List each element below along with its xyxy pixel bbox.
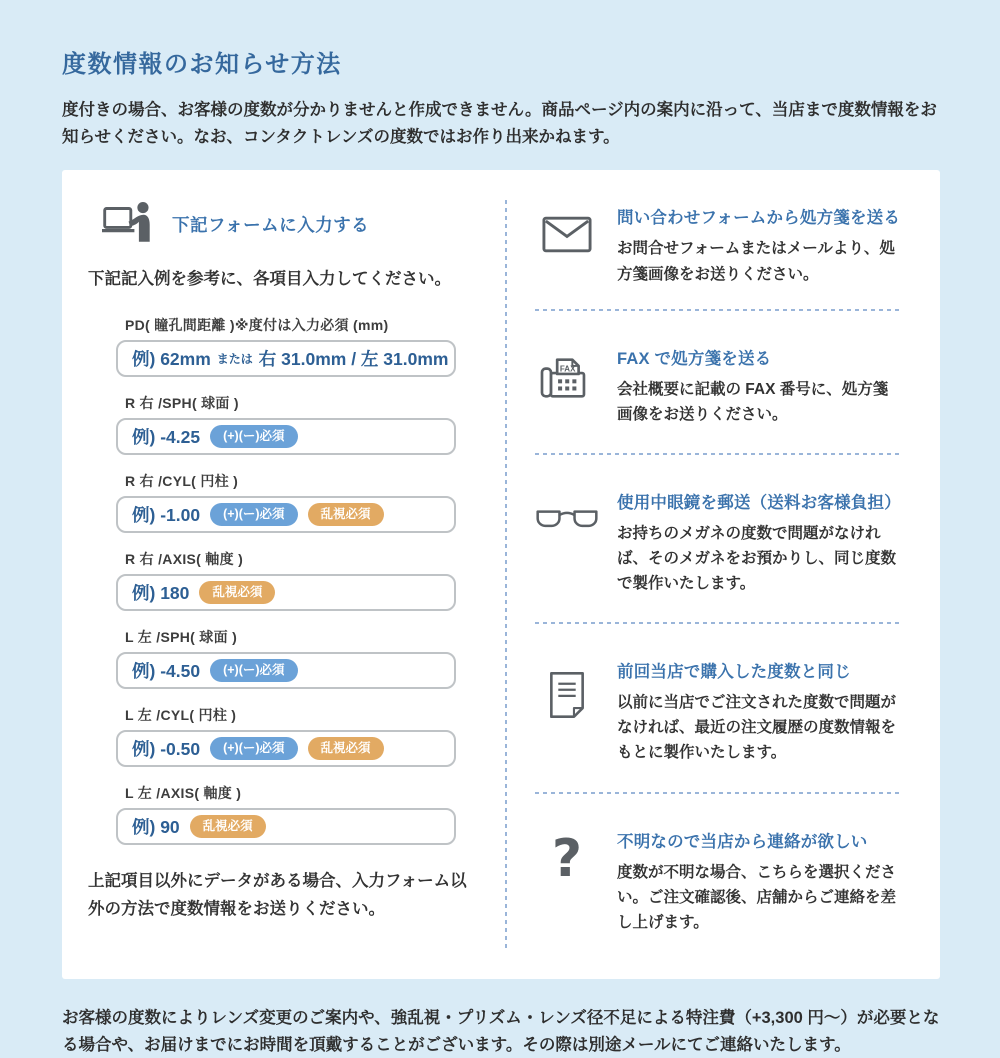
method-title: 前回当店で購入した度数と同じ xyxy=(617,663,851,682)
method-contact-form xyxy=(535,198,902,308)
method-title: 不明なので当店から連絡が欲しい xyxy=(617,832,868,851)
method-body: お持ちのメガネの度数で問題がなければ、そのメガネをお預かりし、同じ度数で製作いたします。 xyxy=(617,524,897,593)
example-connector: または xyxy=(216,352,253,367)
question-glyph: ? xyxy=(551,828,583,889)
example-value: 例) -1.00 xyxy=(132,505,201,526)
form-field-pd xyxy=(116,315,481,377)
envelope-icon xyxy=(535,204,599,286)
person-computer-icon xyxy=(102,200,156,249)
sign-required-badge: (+)(ー)必須 xyxy=(210,737,297,760)
method-title: 問い合わせフォームから処方箋を送る xyxy=(617,209,901,228)
example-input-box xyxy=(116,340,456,377)
example-value: 例) 62mm xyxy=(132,349,211,370)
example-value: 例) -0.50 xyxy=(132,739,201,760)
sign-required-badge: (+)(ー)必須 xyxy=(210,425,297,448)
example-value: 例) 90 xyxy=(132,817,180,838)
method-title: 使用中眼鏡を郵送（送料お客様負担） xyxy=(617,493,901,512)
field-label: L 左 /SPH( 球面 ) xyxy=(125,629,238,646)
form-note: 上記項目以外にデータがある場合、入力フォーム以外の方法で度数情報をお送りください。 xyxy=(88,872,467,919)
form-section xyxy=(62,198,505,960)
example-input-box xyxy=(116,808,456,845)
form-fields xyxy=(116,315,481,845)
fax-icon-label: FAX xyxy=(559,363,576,373)
field-label: R 右 /AXIS( 軸度 ) xyxy=(125,551,244,568)
info-card xyxy=(62,170,940,978)
method-content xyxy=(617,204,902,286)
methods-section xyxy=(507,198,940,960)
method-unknown-contact xyxy=(535,794,902,961)
form-field-r-cyl xyxy=(116,471,481,533)
field-label: PD( 瞳孔間距離 )※度付は入力必須 (mm) xyxy=(125,317,389,334)
method-previous-order xyxy=(535,624,902,791)
method-content xyxy=(617,345,902,427)
method-body: 以前に当店でご注文された度数で問題がなければ、最近の注文履歴の度数情報をもとに製作いたします。 xyxy=(617,694,897,762)
footer-note: お客様の度数によりレンズ変更のご案内や、強乱視・プリズム・レンズ径不足による特注費（+3,300 円～）が必要となる場合や、お届けまでにお時間を頂戴することがございます。その際は別途メールにてご連絡いたします。 xyxy=(62,1008,940,1054)
form-instruction: 下記記入例を参考に、各項目入力してください。 xyxy=(88,270,451,289)
intro-text: 度付きの場合、お客様の度数が分かりませんと作成できません。商品ページ内の案内に沿って、当店まで度数情報をお知らせください。なお、コンタクトレンズの度数ではお作り出来かねます。 xyxy=(62,101,937,146)
example-input-box xyxy=(116,574,456,611)
form-section-title: 下記フォームに入力する xyxy=(172,215,370,236)
form-section-header xyxy=(102,200,481,249)
field-label: R 右 /CYL( 円柱 ) xyxy=(125,473,239,490)
form-field-r-axis xyxy=(116,549,481,611)
example-value: 例) -4.25 xyxy=(132,427,201,448)
document-icon xyxy=(535,658,599,765)
example-value: 例) -4.50 xyxy=(132,661,201,682)
astigmatism-required-badge: 乱視必須 xyxy=(190,815,266,838)
method-body: 会社概要に記載の FAX 番号に、処方箋画像をお送りください。 xyxy=(617,380,889,423)
glasses-icon xyxy=(535,489,599,596)
sign-required-badge: (+)(ー)必須 xyxy=(210,659,297,682)
astigmatism-required-badge: 乱視必須 xyxy=(308,503,384,526)
astigmatism-required-badge: 乱視必須 xyxy=(308,737,384,760)
page-title: 度数情報のお知らせ方法 xyxy=(62,51,342,78)
sign-required-badge: (+)(ー)必須 xyxy=(210,503,297,526)
field-label: R 右 /SPH( 球面 ) xyxy=(125,395,239,412)
method-content xyxy=(617,828,902,935)
example-input-box xyxy=(116,418,456,455)
example-input-box xyxy=(116,652,456,689)
field-label: L 左 /CYL( 円柱 ) xyxy=(125,707,237,724)
form-field-r-sph xyxy=(116,393,481,455)
astigmatism-required-badge: 乱視必須 xyxy=(199,581,275,604)
example-value: 右 31.0mm / 左 31.0mm xyxy=(258,349,449,370)
method-title: FAX で処方箋を送る xyxy=(617,349,772,368)
field-label: L 左 /AXIS( 軸度 ) xyxy=(125,785,242,802)
method-fax xyxy=(535,311,902,453)
method-mail-glasses xyxy=(535,455,902,622)
example-value: 例) 180 xyxy=(132,583,190,604)
example-input-box xyxy=(116,730,456,767)
method-body: お問合せフォームまたはメールより、処方箋画像をお送りください。 xyxy=(617,240,895,283)
form-field-l-cyl xyxy=(116,705,481,767)
fax-icon xyxy=(535,345,599,427)
method-body: 度数が不明な場合、こちらを選択ください。ご注文確認後、店舗からご連絡を差し上げます。 xyxy=(617,863,897,931)
method-content xyxy=(617,489,902,596)
form-field-l-sph xyxy=(116,627,481,689)
question-icon xyxy=(535,828,599,935)
example-input-box xyxy=(116,496,456,533)
form-field-l-axis xyxy=(116,783,481,845)
method-content xyxy=(617,658,902,765)
